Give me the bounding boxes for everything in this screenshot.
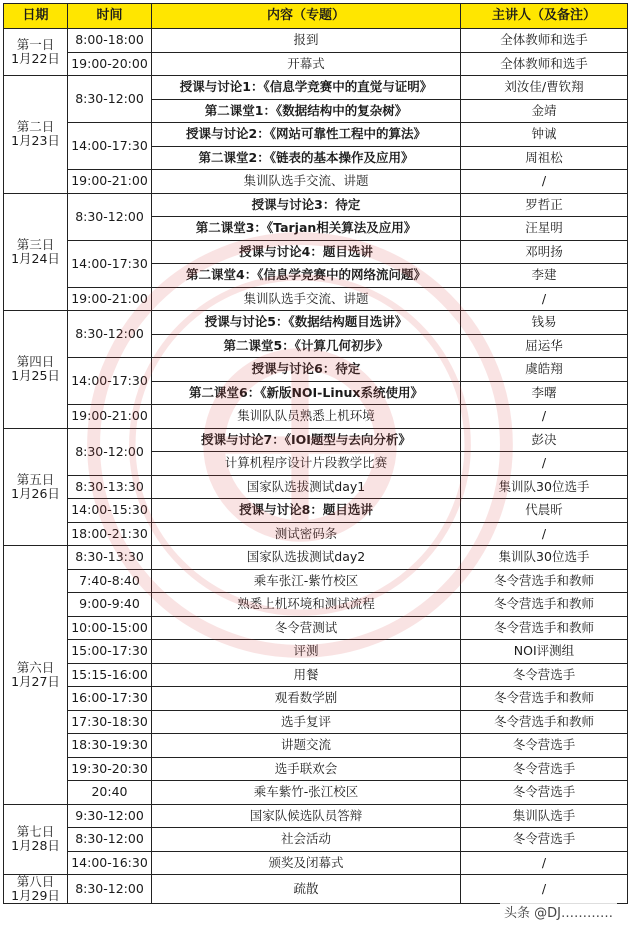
- speaker-cell: /: [461, 170, 628, 194]
- day-label: 第四日: [16, 354, 55, 370]
- content-cell: 第二课堂2：《链表的基本操作及应用》: [152, 146, 461, 170]
- schedule-row: [4, 287, 628, 311]
- day-cell: [4, 311, 68, 429]
- content-cell: 乘车张江-紫竹校区: [152, 569, 461, 593]
- content-cell: 第二课堂5：《计算几何初步》: [152, 334, 461, 358]
- content-cell: 讲题交流: [152, 734, 461, 758]
- content-cell: 选手联欢会: [152, 757, 461, 781]
- day-cell: [4, 875, 68, 904]
- content-cell: 授课与讨论6：待定: [152, 358, 461, 382]
- speaker-cell: 钟诚: [461, 123, 628, 147]
- schedule-row: [4, 757, 628, 781]
- schedule-row: [4, 804, 628, 828]
- time-cell: 8:30-13:30: [68, 475, 152, 499]
- schedule-table: [3, 3, 628, 904]
- schedule-row: [4, 593, 628, 617]
- day-label: 第二日: [16, 119, 55, 135]
- schedule-row: [4, 405, 628, 429]
- speaker-cell: 钱易: [461, 311, 628, 335]
- time-cell: 8:30-12:00: [68, 828, 152, 852]
- day-cell: [4, 193, 68, 311]
- content-cell: 颁奖及闭幕式: [152, 851, 461, 875]
- time-cell: 9:30-12:00: [68, 804, 152, 828]
- content-cell: 国家队选拔测试day1: [152, 475, 461, 499]
- day-date: 1月29日: [11, 888, 60, 903]
- footer-watermark: [500, 902, 617, 921]
- content-cell: 选手复评: [152, 710, 461, 734]
- time-cell: 8:30-12:00: [68, 76, 152, 123]
- time-cell: 18:00-21:30: [68, 522, 152, 546]
- day-cell: [4, 29, 68, 76]
- time-cell: 9:00-9:40: [68, 593, 152, 617]
- speaker-cell: 冬令营选手和教师: [461, 687, 628, 711]
- schedule-row: [4, 828, 628, 852]
- speaker-cell: 冬令营选手: [461, 734, 628, 758]
- schedule-row: [4, 781, 628, 805]
- speaker-cell: /: [461, 875, 628, 904]
- time-cell: 14:00-17:30: [68, 358, 152, 405]
- content-cell: 国家队候选队员答辩: [152, 804, 461, 828]
- content-cell: 用餐: [152, 663, 461, 687]
- schedule-row: [4, 428, 628, 452]
- time-cell: 8:30-13:30: [68, 546, 152, 570]
- content-cell: 评测: [152, 640, 461, 664]
- speaker-cell: 冬令营选手: [461, 781, 628, 805]
- day-date: 1月25日: [11, 368, 60, 384]
- content-cell: 集训队选手交流、讲题: [152, 170, 461, 194]
- content-cell: 授课与讨论3：待定: [152, 193, 461, 217]
- day-label: 第八日: [16, 874, 55, 889]
- schedule-row: [4, 358, 628, 382]
- content-cell: 授课与讨论2：《网站可靠性工程中的算法》: [152, 123, 461, 147]
- speaker-cell: 冬令营选手和教师: [461, 616, 628, 640]
- content-cell: 计算机程序设计片段教学比赛: [152, 452, 461, 476]
- day-label: 第一日: [16, 37, 55, 52]
- day-date: 1月22日: [11, 51, 60, 66]
- schedule-row: [4, 123, 628, 147]
- content-cell: 第二课堂6：《新版NOI-Linux系统使用》: [152, 381, 461, 405]
- content-cell: 乘车紫竹-张江校区: [152, 781, 461, 805]
- time-cell: 14:00-16:30: [68, 851, 152, 875]
- content-cell: 测试密码条: [152, 522, 461, 546]
- schedule-row: [4, 240, 628, 264]
- schedule-row: [4, 52, 628, 76]
- speaker-cell: 虞皓翔: [461, 358, 628, 382]
- day-label: 第五日: [16, 471, 55, 487]
- content-cell: 社会活动: [152, 828, 461, 852]
- content-cell: 集训队队员熟悉上机环境: [152, 405, 461, 429]
- speaker-cell: 金靖: [461, 99, 628, 123]
- day-label: 第六日: [16, 659, 55, 675]
- speaker-cell: 彭决: [461, 428, 628, 452]
- content-cell: 集训队选手交流、讲题: [152, 287, 461, 311]
- schedule-row: [4, 875, 628, 904]
- schedule-row: [4, 76, 628, 100]
- speaker-cell: /: [461, 405, 628, 429]
- schedule-row: [4, 475, 628, 499]
- speaker-cell: 全体教师和选手: [461, 29, 628, 53]
- schedule-row: [4, 569, 628, 593]
- time-cell: 8:30-12:00: [68, 428, 152, 475]
- content-cell: 第二课堂3：《Tarjan相关算法及应用》: [152, 217, 461, 241]
- schedule-row: [4, 616, 628, 640]
- day-date: 1月27日: [11, 673, 60, 689]
- day-date: 1月23日: [11, 133, 60, 149]
- schedule-row: [4, 710, 628, 734]
- content-cell: 授课与讨论7：《IOI题型与去向分析》: [152, 428, 461, 452]
- speaker-cell: /: [461, 851, 628, 875]
- time-cell: 19:00-21:00: [68, 287, 152, 311]
- speaker-cell: 集训队30位选手: [461, 546, 628, 570]
- speaker-cell: 屈运华: [461, 334, 628, 358]
- time-cell: 10:00-15:00: [68, 616, 152, 640]
- time-cell: 19:00-20:00: [68, 52, 152, 76]
- speaker-cell: 汪星明: [461, 217, 628, 241]
- day-cell: [4, 428, 68, 546]
- time-cell: 8:30-12:00: [68, 193, 152, 240]
- schedule-row: [4, 687, 628, 711]
- content-cell: 报到: [152, 29, 461, 53]
- speaker-cell: 代晨昕: [461, 499, 628, 523]
- content-cell: 授课与讨论1：《信息学竞赛中的直觉与证明》: [152, 76, 461, 100]
- day-date: 1月28日: [11, 838, 60, 854]
- schedule-row: [4, 640, 628, 664]
- content-cell: 观看数学剧: [152, 687, 461, 711]
- header-date: 日期: [4, 4, 68, 29]
- day-cell: [4, 76, 68, 194]
- speaker-cell: 冬令营选手: [461, 663, 628, 687]
- footer-label: 头条 @: [504, 906, 548, 921]
- schedule-row: [4, 663, 628, 687]
- speaker-cell: 李建: [461, 264, 628, 288]
- time-cell: 20:40: [68, 781, 152, 805]
- time-cell: 14:00-17:30: [68, 240, 152, 287]
- day-date: 1月24日: [11, 250, 60, 266]
- speaker-cell: 刘汝佳/曹钦翔: [461, 76, 628, 100]
- content-cell: 第二课堂1：《数据结构中的复杂树》: [152, 99, 461, 123]
- header-row: [4, 4, 628, 29]
- time-cell: 7:40-8:40: [68, 569, 152, 593]
- footer-author: DJ…………: [547, 906, 613, 921]
- time-cell: 17:30-18:30: [68, 710, 152, 734]
- day-date: 1月26日: [11, 485, 60, 501]
- speaker-cell: NOI评测组: [461, 640, 628, 664]
- time-cell: 16:00-17:30: [68, 687, 152, 711]
- header-speaker: 主讲人（及备注）: [461, 4, 628, 29]
- time-cell: 19:00-21:00: [68, 170, 152, 194]
- schedule-row: [4, 734, 628, 758]
- speaker-cell: 冬令营选手和教师: [461, 593, 628, 617]
- time-cell: 14:00-17:30: [68, 123, 152, 170]
- speaker-cell: 李曙: [461, 381, 628, 405]
- content-cell: 授课与讨论8：题目选讲: [152, 499, 461, 523]
- time-cell: 19:00-21:00: [68, 405, 152, 429]
- speaker-cell: 周祖松: [461, 146, 628, 170]
- content-cell: 国家队选拔测试day2: [152, 546, 461, 570]
- time-cell: 18:30-19:30: [68, 734, 152, 758]
- speaker-cell: 集训队30位选手: [461, 475, 628, 499]
- content-cell: 授课与讨论4：题目选讲: [152, 240, 461, 264]
- time-cell: 15:15-16:00: [68, 663, 152, 687]
- speaker-cell: 冬令营选手: [461, 828, 628, 852]
- speaker-cell: 冬令营选手和教师: [461, 569, 628, 593]
- speaker-cell: /: [461, 522, 628, 546]
- header-time: 时间: [68, 4, 152, 29]
- content-cell: 开幕式: [152, 52, 461, 76]
- content-cell: 熟悉上机环境和测试流程: [152, 593, 461, 617]
- speaker-cell: 罗哲正: [461, 193, 628, 217]
- time-cell: 19:30-20:30: [68, 757, 152, 781]
- content-cell: 第二课堂4：《信息学竞赛中的网络流问题》: [152, 264, 461, 288]
- day-cell: [4, 804, 68, 875]
- day-cell: [4, 546, 68, 805]
- schedule-row: [4, 29, 628, 53]
- speaker-cell: /: [461, 452, 628, 476]
- schedule-row: [4, 193, 628, 217]
- content-cell: 授课与讨论5：《数据结构题目选讲》: [152, 311, 461, 335]
- content-cell: 冬令营测试: [152, 616, 461, 640]
- day-label: 第三日: [16, 236, 55, 252]
- schedule-row: [4, 311, 628, 335]
- schedule-row: [4, 851, 628, 875]
- speaker-cell: 冬令营选手和教师: [461, 710, 628, 734]
- time-cell: 8:00-18:00: [68, 29, 152, 53]
- time-cell: 15:00-17:30: [68, 640, 152, 664]
- time-cell: 14:00-15:30: [68, 499, 152, 523]
- speaker-cell: 冬令营选手: [461, 757, 628, 781]
- header-content: 内容（专题）: [152, 4, 461, 29]
- time-cell: 8:30-12:00: [68, 311, 152, 358]
- schedule-row: [4, 522, 628, 546]
- speaker-cell: /: [461, 287, 628, 311]
- content-cell: 疏散: [152, 875, 461, 904]
- day-label: 第七日: [16, 824, 55, 840]
- time-cell: 8:30-12:00: [68, 875, 152, 904]
- speaker-cell: 全体教师和选手: [461, 52, 628, 76]
- schedule-row: [4, 546, 628, 570]
- speaker-cell: 集训队选手: [461, 804, 628, 828]
- schedule-row: [4, 170, 628, 194]
- schedule-row: [4, 499, 628, 523]
- speaker-cell: 邓明扬: [461, 240, 628, 264]
